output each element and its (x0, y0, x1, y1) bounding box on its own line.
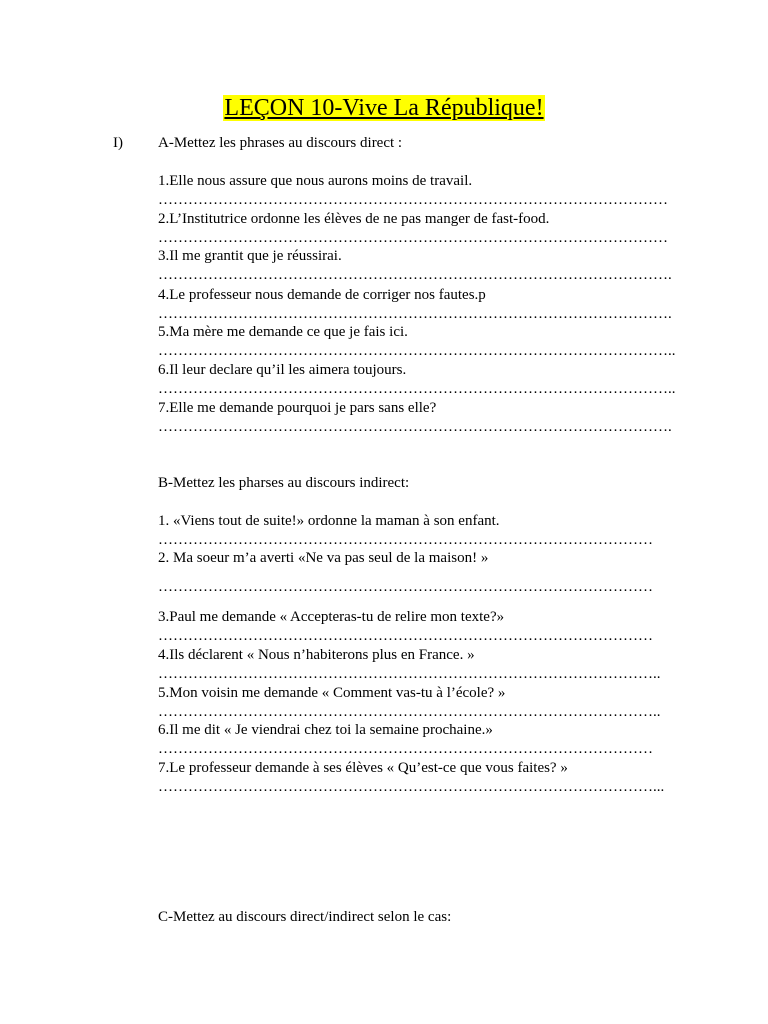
part-b-sentence-4: 4.Ils déclarent « Nous n’habiterons plus en France. » (158, 647, 475, 663)
part-a-answer-line-3[interactable]: …………………………………………………………………………………………. (158, 267, 672, 283)
part-b-sentence-7: 7.Le professeur demande à ses élèves « Qu’est-ce que vous faites? » (158, 760, 568, 776)
part-a-answer-line-5[interactable]: ………………………………………………………………………………………….. (158, 343, 676, 359)
part-a-answer-line-4[interactable]: …………………………………………………………………………………………. (158, 306, 672, 322)
part-b-answer-line-4[interactable]: ……………………………………………………………………………………….. (158, 666, 661, 682)
part-b-answer-line-6[interactable]: ……………………………………………………………………………………… (158, 741, 653, 757)
part-c-heading: C-Mettez au discours direct/indirect selon le cas: (158, 909, 452, 925)
part-a-sentence-3: 3.Il me grantit que je réussirai. (158, 248, 342, 264)
part-b-sentence-2: 2. Ma soeur m’a averti «Ne va pas seul de la maison! » (158, 550, 489, 566)
part-b-sentence-5: 5.Mon voisin me demande « Comment vas-tu à l’école? » (158, 685, 506, 701)
part-b-sentence-3: 3.Paul me demande « Accepteras-tu de relire mon texte?» (158, 609, 505, 625)
part-a-answer-line-1[interactable]: ………………………………………………………………………………………… (158, 192, 668, 208)
part-a-sentence-2: 2.L’Institutrice ordonne les élèves de ne pas manger de fast-food. (158, 211, 550, 227)
part-b-sentence-1: 1. «Viens tout de suite!» ordonne la maman à son enfant. (158, 513, 500, 529)
part-b-answer-line-2[interactable]: ……………………………………………………………………………………… (158, 579, 653, 595)
part-a-answer-line-2[interactable]: ………………………………………………………………………………………… (158, 230, 668, 246)
part-a-heading: A-Mettez les phrases au discours direct : (158, 135, 403, 151)
part-a-answer-line-6[interactable]: ………………………………………………………………………………………….. (158, 381, 676, 397)
part-b-heading: B-Mettez les pharses au discours indirect: (158, 475, 410, 491)
part-b-answer-line-5[interactable]: ……………………………………………………………………………………….. (158, 704, 661, 720)
part-b-answer-line-1[interactable]: ……………………………………………………………………………………… (158, 532, 653, 548)
section-number: I) (113, 135, 123, 151)
part-a-sentence-7: 7.Elle me demande pourquoi je pars sans elle? (158, 400, 437, 416)
part-b-sentence-6: 6.Il me dit « Je viendrai chez toi la semaine prochaine.» (158, 722, 493, 738)
page-title (0, 91, 768, 125)
part-a-sentence-4: 4.Le professeur nous demande de corriger nos fautes.p (158, 287, 486, 303)
part-a-sentence-6: 6.Il leur declare qu’il les aimera toujours. (158, 362, 407, 378)
part-a-sentence-1: 1.Elle nous assure que nous aurons moins de travail. (158, 173, 473, 189)
page-title-text: LEÇON 10-Vive La République! (224, 95, 544, 121)
part-b-answer-line-3[interactable]: ……………………………………………………………………………………… (158, 628, 653, 644)
part-a-answer-line-7[interactable]: …………………………………………………………………………………………. (158, 419, 672, 435)
part-a-sentence-5: 5.Ma mère me demande ce que je fais ici. (158, 324, 408, 340)
part-b-answer-line-7[interactable]: ………………………………………………………………………………………... (158, 779, 665, 795)
